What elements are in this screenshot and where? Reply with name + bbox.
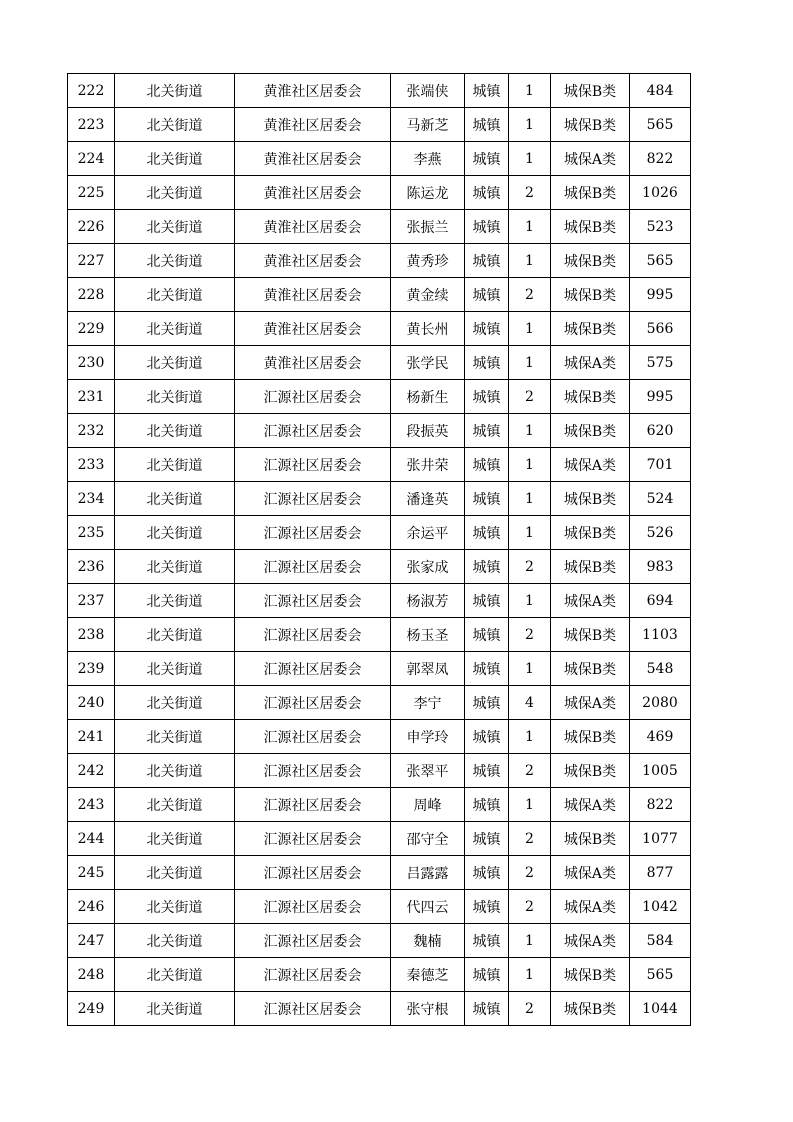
area-type-cell: 城镇 — [465, 312, 509, 346]
name-cell: 张翠平 — [391, 754, 465, 788]
committee-cell: 汇源社区居委会 — [235, 924, 391, 958]
household-size-cell: 2 — [509, 992, 551, 1026]
name-cell: 张振兰 — [391, 210, 465, 244]
row-number-cell: 236 — [68, 550, 115, 584]
household-size-cell: 1 — [509, 108, 551, 142]
table-row — [68, 652, 691, 686]
amount-cell: 822 — [630, 788, 691, 822]
committee-cell: 汇源社区居委会 — [235, 788, 391, 822]
amount-cell: 1005 — [630, 754, 691, 788]
row-number-cell: 245 — [68, 856, 115, 890]
category-cell: 城保A类 — [551, 686, 630, 720]
amount-cell: 524 — [630, 482, 691, 516]
category-cell: 城保B类 — [551, 516, 630, 550]
table-row — [68, 618, 691, 652]
household-size-cell: 2 — [509, 890, 551, 924]
committee-cell: 汇源社区居委会 — [235, 550, 391, 584]
table-row — [68, 176, 691, 210]
area-type-cell: 城镇 — [465, 822, 509, 856]
category-cell: 城保A类 — [551, 346, 630, 380]
name-cell: 秦德芝 — [391, 958, 465, 992]
row-number-cell: 224 — [68, 142, 115, 176]
household-size-cell: 1 — [509, 142, 551, 176]
area-type-cell: 城镇 — [465, 652, 509, 686]
row-number-cell: 225 — [68, 176, 115, 210]
street-cell: 北关街道 — [115, 176, 235, 210]
committee-cell: 黄淮社区居委会 — [235, 346, 391, 380]
row-number-cell: 231 — [68, 380, 115, 414]
category-cell: 城保B类 — [551, 992, 630, 1026]
household-size-cell: 2 — [509, 278, 551, 312]
amount-cell: 1026 — [630, 176, 691, 210]
row-number-cell: 226 — [68, 210, 115, 244]
row-number-cell: 241 — [68, 720, 115, 754]
name-cell: 余运平 — [391, 516, 465, 550]
table-row — [68, 992, 691, 1026]
street-cell: 北关街道 — [115, 652, 235, 686]
category-cell: 城保B类 — [551, 618, 630, 652]
street-cell: 北关街道 — [115, 890, 235, 924]
row-number-cell: 248 — [68, 958, 115, 992]
street-cell: 北关街道 — [115, 720, 235, 754]
category-cell: 城保B类 — [551, 482, 630, 516]
name-cell: 李燕 — [391, 142, 465, 176]
name-cell: 黄金续 — [391, 278, 465, 312]
amount-cell: 565 — [630, 108, 691, 142]
street-cell: 北关街道 — [115, 516, 235, 550]
area-type-cell: 城镇 — [465, 482, 509, 516]
category-cell: 城保B类 — [551, 244, 630, 278]
street-cell: 北关街道 — [115, 550, 235, 584]
row-number-cell: 222 — [68, 74, 115, 108]
area-type-cell: 城镇 — [465, 924, 509, 958]
street-cell: 北关街道 — [115, 924, 235, 958]
category-cell: 城保B类 — [551, 652, 630, 686]
amount-cell: 484 — [630, 74, 691, 108]
name-cell: 黄长州 — [391, 312, 465, 346]
table-row — [68, 822, 691, 856]
household-size-cell: 1 — [509, 924, 551, 958]
row-number-cell: 242 — [68, 754, 115, 788]
street-cell: 北关街道 — [115, 142, 235, 176]
row-number-cell: 240 — [68, 686, 115, 720]
row-number-cell: 246 — [68, 890, 115, 924]
category-cell: 城保B类 — [551, 720, 630, 754]
amount-cell: 2080 — [630, 686, 691, 720]
area-type-cell: 城镇 — [465, 788, 509, 822]
amount-cell: 523 — [630, 210, 691, 244]
row-number-cell: 249 — [68, 992, 115, 1026]
category-cell: 城保A类 — [551, 924, 630, 958]
category-cell: 城保B类 — [551, 74, 630, 108]
committee-cell: 汇源社区居委会 — [235, 448, 391, 482]
area-type-cell: 城镇 — [465, 686, 509, 720]
street-cell: 北关街道 — [115, 278, 235, 312]
street-cell: 北关街道 — [115, 108, 235, 142]
category-cell: 城保B类 — [551, 380, 630, 414]
street-cell: 北关街道 — [115, 74, 235, 108]
area-type-cell: 城镇 — [465, 958, 509, 992]
table-row — [68, 346, 691, 380]
committee-cell: 黄淮社区居委会 — [235, 244, 391, 278]
area-type-cell: 城镇 — [465, 516, 509, 550]
street-cell: 北关街道 — [115, 754, 235, 788]
household-size-cell: 1 — [509, 652, 551, 686]
committee-cell: 汇源社区居委会 — [235, 822, 391, 856]
row-number-cell: 235 — [68, 516, 115, 550]
area-type-cell: 城镇 — [465, 856, 509, 890]
committee-cell: 汇源社区居委会 — [235, 754, 391, 788]
street-cell: 北关街道 — [115, 584, 235, 618]
name-cell: 周峰 — [391, 788, 465, 822]
row-number-cell: 223 — [68, 108, 115, 142]
table-row — [68, 856, 691, 890]
amount-cell: 566 — [630, 312, 691, 346]
table-row — [68, 890, 691, 924]
committee-cell: 汇源社区居委会 — [235, 890, 391, 924]
committee-cell: 汇源社区居委会 — [235, 618, 391, 652]
table-row — [68, 958, 691, 992]
street-cell: 北关街道 — [115, 992, 235, 1026]
amount-cell: 469 — [630, 720, 691, 754]
committee-cell: 黄淮社区居委会 — [235, 142, 391, 176]
category-cell: 城保A类 — [551, 788, 630, 822]
category-cell: 城保A类 — [551, 142, 630, 176]
household-size-cell: 4 — [509, 686, 551, 720]
street-cell: 北关街道 — [115, 822, 235, 856]
name-cell: 杨淑芳 — [391, 584, 465, 618]
household-size-cell: 2 — [509, 550, 551, 584]
household-size-cell: 1 — [509, 244, 551, 278]
area-type-cell: 城镇 — [465, 108, 509, 142]
row-number-cell: 247 — [68, 924, 115, 958]
committee-cell: 汇源社区居委会 — [235, 584, 391, 618]
amount-cell: 548 — [630, 652, 691, 686]
area-type-cell: 城镇 — [465, 210, 509, 244]
committee-cell: 汇源社区居委会 — [235, 992, 391, 1026]
name-cell: 杨玉圣 — [391, 618, 465, 652]
street-cell: 北关街道 — [115, 482, 235, 516]
committee-cell: 汇源社区居委会 — [235, 720, 391, 754]
category-cell: 城保A类 — [551, 448, 630, 482]
amount-cell: 565 — [630, 958, 691, 992]
street-cell: 北关街道 — [115, 414, 235, 448]
name-cell: 张家成 — [391, 550, 465, 584]
row-number-cell: 239 — [68, 652, 115, 686]
amount-cell: 1042 — [630, 890, 691, 924]
household-size-cell: 1 — [509, 958, 551, 992]
name-cell: 张井荣 — [391, 448, 465, 482]
committee-cell: 汇源社区居委会 — [235, 482, 391, 516]
street-cell: 北关街道 — [115, 380, 235, 414]
committee-cell: 黄淮社区居委会 — [235, 74, 391, 108]
amount-cell: 620 — [630, 414, 691, 448]
table-row — [68, 142, 691, 176]
street-cell: 北关街道 — [115, 312, 235, 346]
row-number-cell: 234 — [68, 482, 115, 516]
area-type-cell: 城镇 — [465, 754, 509, 788]
street-cell: 北关街道 — [115, 958, 235, 992]
area-type-cell: 城镇 — [465, 618, 509, 652]
amount-cell: 694 — [630, 584, 691, 618]
area-type-cell: 城镇 — [465, 448, 509, 482]
row-number-cell: 227 — [68, 244, 115, 278]
committee-cell: 黄淮社区居委会 — [235, 312, 391, 346]
amount-cell: 575 — [630, 346, 691, 380]
category-cell: 城保B类 — [551, 108, 630, 142]
street-cell: 北关街道 — [115, 856, 235, 890]
name-cell: 张端侠 — [391, 74, 465, 108]
household-size-cell: 2 — [509, 380, 551, 414]
row-number-cell: 232 — [68, 414, 115, 448]
category-cell: 城保B类 — [551, 312, 630, 346]
household-size-cell: 1 — [509, 516, 551, 550]
name-cell: 邵守全 — [391, 822, 465, 856]
committee-cell: 黄淮社区居委会 — [235, 108, 391, 142]
name-cell: 黄秀珍 — [391, 244, 465, 278]
area-type-cell: 城镇 — [465, 142, 509, 176]
area-type-cell: 城镇 — [465, 346, 509, 380]
amount-cell: 995 — [630, 278, 691, 312]
area-type-cell: 城镇 — [465, 176, 509, 210]
committee-cell: 汇源社区居委会 — [235, 414, 391, 448]
street-cell: 北关街道 — [115, 448, 235, 482]
household-size-cell: 2 — [509, 822, 551, 856]
household-size-cell: 2 — [509, 754, 551, 788]
amount-cell: 1044 — [630, 992, 691, 1026]
category-cell: 城保B类 — [551, 550, 630, 584]
committee-cell: 汇源社区居委会 — [235, 516, 391, 550]
household-size-cell: 1 — [509, 482, 551, 516]
table-row — [68, 210, 691, 244]
amount-cell: 701 — [630, 448, 691, 482]
category-cell: 城保A类 — [551, 856, 630, 890]
category-cell: 城保A类 — [551, 890, 630, 924]
household-size-cell: 1 — [509, 74, 551, 108]
committee-cell: 汇源社区居委会 — [235, 686, 391, 720]
street-cell: 北关街道 — [115, 210, 235, 244]
category-cell: 城保B类 — [551, 958, 630, 992]
table-row — [68, 482, 691, 516]
area-type-cell: 城镇 — [465, 278, 509, 312]
household-size-cell: 1 — [509, 312, 551, 346]
table-row — [68, 414, 691, 448]
area-type-cell: 城镇 — [465, 890, 509, 924]
row-number-cell: 233 — [68, 448, 115, 482]
table-row — [68, 754, 691, 788]
name-cell: 申学玲 — [391, 720, 465, 754]
committee-cell: 黄淮社区居委会 — [235, 176, 391, 210]
category-cell: 城保B类 — [551, 822, 630, 856]
street-cell: 北关街道 — [115, 788, 235, 822]
amount-cell: 565 — [630, 244, 691, 278]
table-row — [68, 720, 691, 754]
table-row — [68, 108, 691, 142]
household-size-cell: 1 — [509, 584, 551, 618]
street-cell: 北关街道 — [115, 618, 235, 652]
committee-cell: 汇源社区居委会 — [235, 856, 391, 890]
amount-cell: 877 — [630, 856, 691, 890]
category-cell: 城保A类 — [551, 584, 630, 618]
category-cell: 城保B类 — [551, 176, 630, 210]
amount-cell: 983 — [630, 550, 691, 584]
household-size-cell: 1 — [509, 720, 551, 754]
name-cell: 李宁 — [391, 686, 465, 720]
area-type-cell: 城镇 — [465, 584, 509, 618]
table-row — [68, 74, 691, 108]
table-row — [68, 278, 691, 312]
area-type-cell: 城镇 — [465, 380, 509, 414]
household-size-cell: 1 — [509, 788, 551, 822]
amount-cell: 1103 — [630, 618, 691, 652]
table-row — [68, 380, 691, 414]
table-row — [68, 924, 691, 958]
area-type-cell: 城镇 — [465, 550, 509, 584]
amount-cell: 1077 — [630, 822, 691, 856]
table-row — [68, 584, 691, 618]
table-row — [68, 516, 691, 550]
household-size-cell: 2 — [509, 176, 551, 210]
name-cell: 张学民 — [391, 346, 465, 380]
area-type-cell: 城镇 — [465, 414, 509, 448]
committee-cell: 汇源社区居委会 — [235, 652, 391, 686]
category-cell: 城保B类 — [551, 210, 630, 244]
household-size-cell: 1 — [509, 414, 551, 448]
household-size-cell: 1 — [509, 210, 551, 244]
name-cell: 段振英 — [391, 414, 465, 448]
household-size-cell: 1 — [509, 448, 551, 482]
table-row — [68, 686, 691, 720]
row-number-cell: 228 — [68, 278, 115, 312]
street-cell: 北关街道 — [115, 244, 235, 278]
row-number-cell: 229 — [68, 312, 115, 346]
household-size-cell: 1 — [509, 346, 551, 380]
category-cell: 城保B类 — [551, 754, 630, 788]
row-number-cell: 230 — [68, 346, 115, 380]
table-row — [68, 550, 691, 584]
table-row — [68, 244, 691, 278]
name-cell: 陈运龙 — [391, 176, 465, 210]
name-cell: 潘逢英 — [391, 482, 465, 516]
category-cell: 城保B类 — [551, 414, 630, 448]
household-size-cell: 2 — [509, 618, 551, 652]
table-row — [68, 312, 691, 346]
area-type-cell: 城镇 — [465, 992, 509, 1026]
committee-cell: 汇源社区居委会 — [235, 380, 391, 414]
street-cell: 北关街道 — [115, 686, 235, 720]
committee-cell: 汇源社区居委会 — [235, 958, 391, 992]
name-cell: 吕露露 — [391, 856, 465, 890]
name-cell: 张守根 — [391, 992, 465, 1026]
area-type-cell: 城镇 — [465, 244, 509, 278]
name-cell: 杨新生 — [391, 380, 465, 414]
name-cell: 郭翠凤 — [391, 652, 465, 686]
table-row — [68, 448, 691, 482]
name-cell: 魏楠 — [391, 924, 465, 958]
area-type-cell: 城镇 — [465, 720, 509, 754]
row-number-cell: 238 — [68, 618, 115, 652]
street-cell: 北关街道 — [115, 346, 235, 380]
area-type-cell: 城镇 — [465, 74, 509, 108]
amount-cell: 822 — [630, 142, 691, 176]
table-row — [68, 788, 691, 822]
roster-table — [67, 73, 691, 1026]
amount-cell: 584 — [630, 924, 691, 958]
household-size-cell: 2 — [509, 856, 551, 890]
roster-body — [68, 74, 691, 1026]
row-number-cell: 244 — [68, 822, 115, 856]
category-cell: 城保B类 — [551, 278, 630, 312]
row-number-cell: 237 — [68, 584, 115, 618]
amount-cell: 526 — [630, 516, 691, 550]
committee-cell: 黄淮社区居委会 — [235, 278, 391, 312]
amount-cell: 995 — [630, 380, 691, 414]
name-cell: 代四云 — [391, 890, 465, 924]
committee-cell: 黄淮社区居委会 — [235, 210, 391, 244]
name-cell: 马新芝 — [391, 108, 465, 142]
row-number-cell: 243 — [68, 788, 115, 822]
